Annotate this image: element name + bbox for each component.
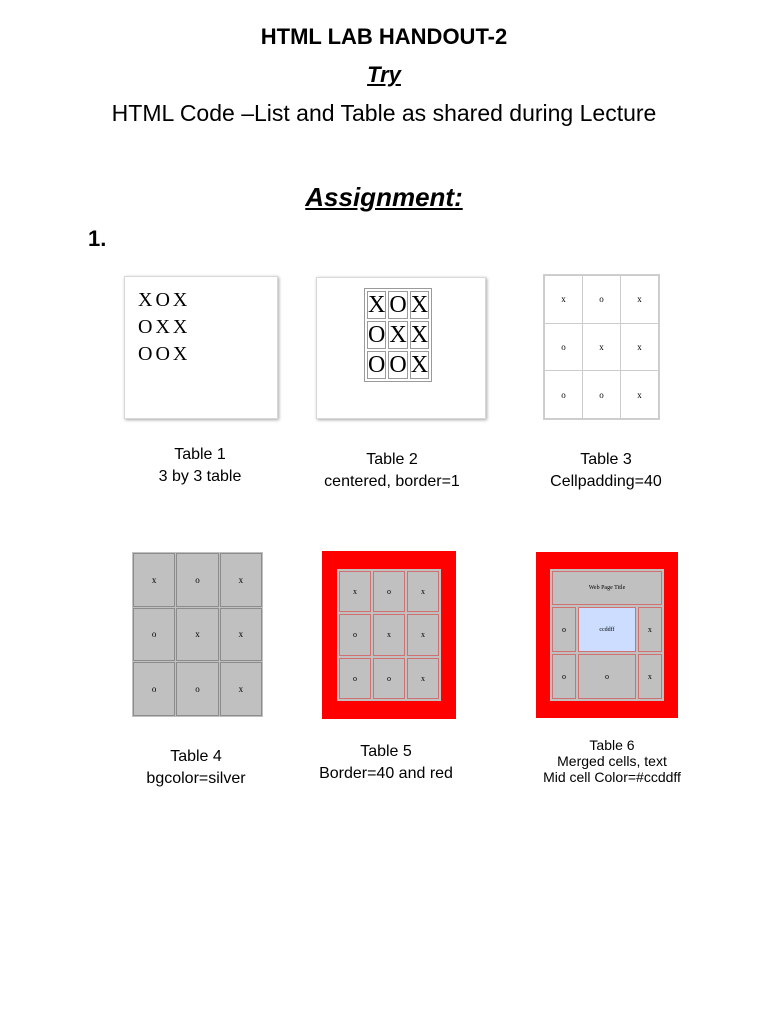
table-cell: o (133, 662, 175, 716)
table-cell: o (545, 323, 583, 371)
table-cell: o (339, 614, 371, 655)
table-cell: X (410, 292, 429, 318)
table-3-figure (543, 274, 660, 420)
table-2 (364, 288, 432, 382)
caption-desc: Border=40 and red (319, 765, 453, 782)
table-2-caption (306, 449, 478, 493)
table-cell: O (368, 322, 386, 348)
table-cell: x (407, 614, 439, 655)
table-cell: x (373, 614, 405, 655)
caption-title: Table 5 (360, 743, 412, 760)
table-cell: o (545, 371, 583, 419)
table-cell: o (583, 276, 621, 324)
caption-desc: 3 by 3 table (158, 468, 242, 485)
item-number: 1. (88, 226, 107, 251)
table-cell: x (545, 276, 583, 324)
table-1-figure (124, 276, 278, 419)
table-5 (337, 569, 441, 701)
table-cell: x (638, 607, 662, 652)
table-cell: x (339, 571, 371, 612)
table-cell: x (407, 571, 439, 612)
try-heading: Try (367, 62, 401, 87)
caption-title: Table 6 (589, 737, 635, 753)
table-cell: o (373, 571, 405, 612)
table-cell: O (389, 292, 407, 318)
table-1-row: OXX (138, 316, 191, 338)
assignment-heading: Assignment: (305, 182, 463, 212)
table-cell: x (583, 323, 621, 371)
mid-color-cell: ccddff (578, 607, 636, 652)
table-cell: x (220, 553, 262, 607)
table-5-figure (322, 551, 456, 719)
table-cell: x (621, 323, 659, 371)
caption-desc: Mid cell Color=#ccddff (543, 769, 681, 785)
table-4 (132, 552, 263, 717)
caption-title: Table 3 (580, 451, 632, 468)
table-1-caption (120, 444, 280, 488)
caption-title: Table 4 (170, 748, 222, 765)
caption-desc: centered, border=1 (324, 473, 460, 490)
table-cell: o (339, 658, 371, 699)
code-instruction: HTML Code –List and Table as shared during Lecture (111, 100, 657, 126)
table-6-caption (527, 737, 697, 785)
caption-desc: Cellpadding=40 (550, 473, 662, 490)
table-cell: X (368, 292, 386, 318)
table-cell: o (552, 607, 576, 652)
table-cell: O (368, 352, 386, 378)
table-1-content (138, 287, 190, 368)
table-cell: x (621, 276, 659, 324)
caption-title: Table 1 (174, 446, 226, 463)
table-cell: x (220, 662, 262, 716)
table-6 (550, 569, 664, 701)
table-cell: x (638, 654, 662, 699)
table-6-figure (536, 552, 678, 718)
table-5-caption (306, 741, 466, 785)
table-3-caption (522, 449, 690, 493)
page-title: HTML LAB HANDOUT-2 (260, 24, 508, 49)
caption-desc: bgcolor=silver (146, 770, 246, 787)
table-cell: o (373, 658, 405, 699)
table-cell: o (133, 608, 175, 662)
table-cell: X (389, 322, 407, 348)
table-cell: o (176, 662, 218, 716)
table-cell: x (133, 553, 175, 607)
table-cell: x (621, 371, 659, 419)
table-cell: x (176, 608, 218, 662)
merged-title-cell: Web Page Title (552, 571, 662, 605)
table-cell: x (220, 608, 262, 662)
caption-title: Table 2 (366, 451, 418, 468)
table-cell: o (583, 371, 621, 419)
table-cell: o (552, 654, 576, 699)
table-cell: X (410, 352, 429, 378)
table-4-caption (116, 746, 276, 790)
table-1-row: XOX (138, 289, 191, 311)
table-1-row: OOX (138, 343, 191, 365)
table-3 (544, 275, 659, 419)
table-4-figure (132, 552, 263, 717)
table-cell: o (578, 654, 636, 699)
table-cell: O (389, 352, 407, 378)
table-cell: x (407, 658, 439, 699)
table-2-figure (316, 277, 486, 419)
table-cell: X (410, 322, 429, 348)
caption-desc: Merged cells, text (557, 753, 667, 769)
table-cell: o (176, 553, 218, 607)
